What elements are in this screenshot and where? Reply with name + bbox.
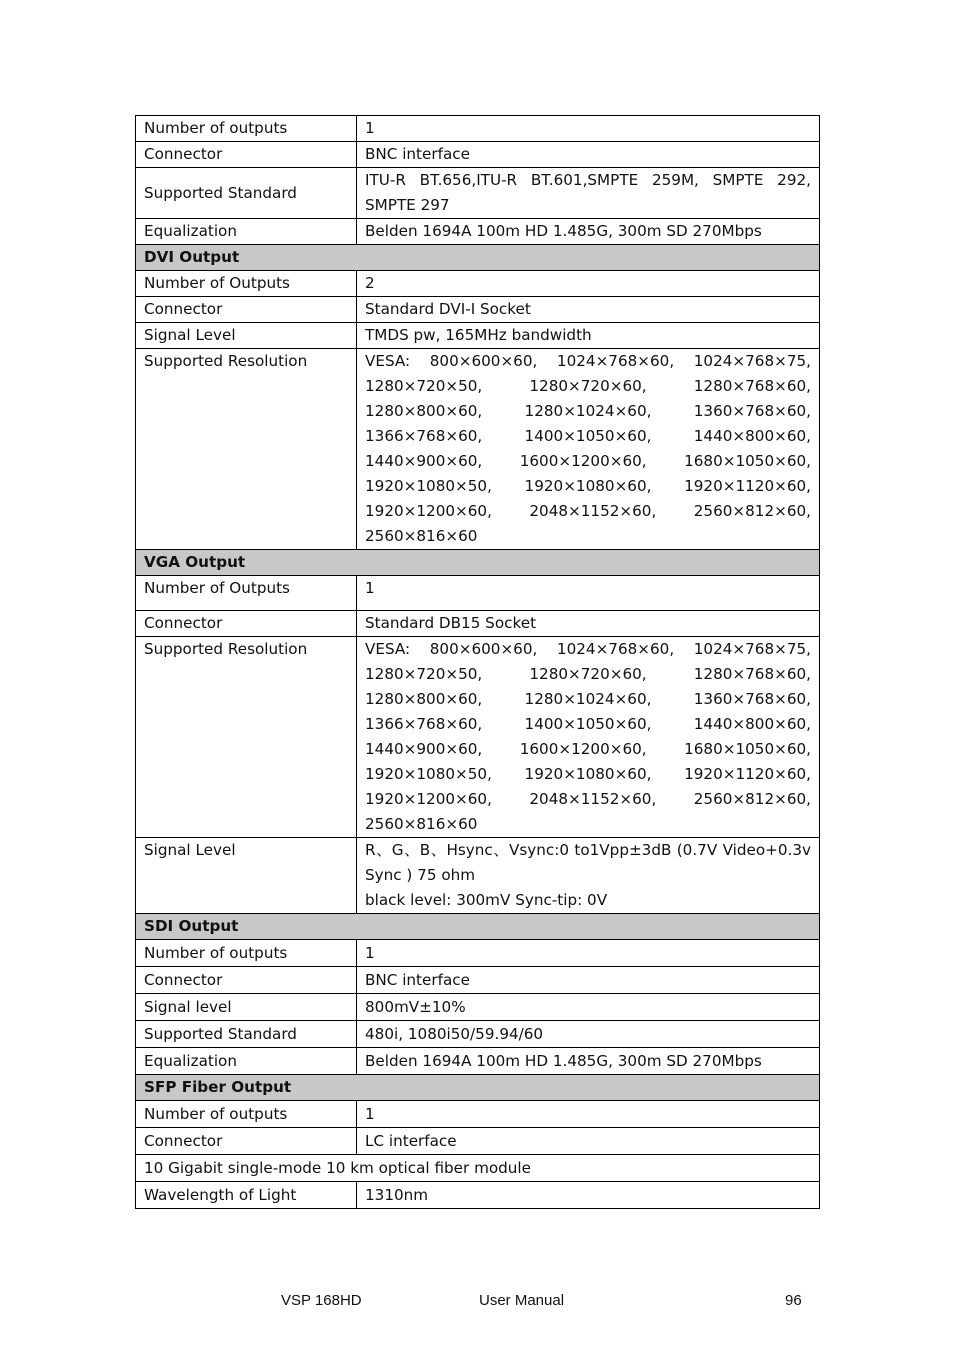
table-row xyxy=(136,637,820,838)
value-line: 1280×800×60, 1280×1024×60, 1360×768×60, xyxy=(365,402,811,420)
row-value: 1 xyxy=(357,576,820,611)
row-value: 1310nm xyxy=(357,1182,820,1209)
row-label: Supported Standard xyxy=(136,1021,357,1048)
table-row xyxy=(136,168,820,219)
row-value: TMDS pw, 165MHz bandwidth xyxy=(357,323,820,349)
row-value: BNC interface xyxy=(357,142,820,168)
value-line: 1920×1200×60, 2048×1152×60, 2560×812×60, xyxy=(365,790,811,808)
row-label: Connector xyxy=(136,142,357,168)
table-row xyxy=(136,142,820,168)
row-value: Standard DB15 Socket xyxy=(357,611,820,637)
row-value: 1 xyxy=(357,940,820,967)
value-line: R、G、B、Hsync、Vsync:0 to1Vpp±3dB (0.7V Video+0.3v xyxy=(365,841,811,859)
value-line: 1280×720×50, 1280×720×60, 1280×768×60, xyxy=(365,665,811,683)
section-header-sdi xyxy=(136,914,820,940)
value-line: black level: 300mV Sync-tip: 0V xyxy=(365,891,608,909)
row-value xyxy=(357,838,820,914)
value-line: 1366×768×60, 1400×1050×60, 1440×800×60, xyxy=(365,427,811,445)
row-label: Number of outputs xyxy=(136,116,357,142)
table-row xyxy=(136,1128,820,1155)
row-label: Signal Level xyxy=(136,323,357,349)
footer-product: VSP 168HD xyxy=(281,1292,362,1309)
row-value: Belden 1694A 100m HD 1.485G, 300m SD 270Mbps xyxy=(357,1048,820,1075)
table-row xyxy=(136,1182,820,1209)
row-label: Connector xyxy=(136,297,357,323)
row-value xyxy=(357,349,820,550)
value-line: ITU-R BT.656,ITU-R BT.601,SMPTE 259M, SMPTE 292, xyxy=(365,171,811,189)
row-label: Signal Level xyxy=(136,838,357,914)
value-line: SMPTE 297 xyxy=(365,196,450,214)
table-row xyxy=(136,1155,820,1182)
row-label: Number of Outputs xyxy=(136,271,357,297)
row-value: Belden 1694A 100m HD 1.485G, 300m SD 270Mbps xyxy=(357,219,820,245)
value-line: 1280×800×60, 1280×1024×60, 1360×768×60, xyxy=(365,690,811,708)
row-label: Equalization xyxy=(136,219,357,245)
table-row xyxy=(136,611,820,637)
row-label: Connector xyxy=(136,967,357,994)
value-line: Sync ) 75 ohm xyxy=(365,866,476,884)
row-value: 1 xyxy=(357,116,820,142)
row-value xyxy=(357,637,820,838)
value-line: 1920×1080×50, 1920×1080×60, 1920×1120×60, xyxy=(365,765,811,783)
row-label: Supported Resolution xyxy=(136,349,357,550)
value-line: 1366×768×60, 1400×1050×60, 1440×800×60, xyxy=(365,715,811,733)
value-line: VESA: 800×600×60, 1024×768×60, 1024×768×75, xyxy=(365,640,811,658)
value-line: 2560×816×60 xyxy=(365,527,478,545)
value-line: 1280×720×50, 1280×720×60, 1280×768×60, xyxy=(365,377,811,395)
section-title: SFP Fiber Output xyxy=(136,1075,820,1101)
row-label: Equalization xyxy=(136,1048,357,1075)
table-row xyxy=(136,940,820,967)
row-value: BNC interface xyxy=(357,967,820,994)
table-row xyxy=(136,1021,820,1048)
value-line: 1440×900×60, 1600×1200×60, 1680×1050×60, xyxy=(365,452,811,470)
footer-title: User Manual xyxy=(479,1292,565,1309)
row-value: 1 xyxy=(357,1101,820,1128)
row-value: 480i, 1080i50/59.94/60 xyxy=(357,1021,820,1048)
page-number: 96 xyxy=(785,1292,802,1309)
value-line: 1440×900×60, 1600×1200×60, 1680×1050×60, xyxy=(365,740,811,758)
section-header-sfp xyxy=(136,1075,820,1101)
table-row xyxy=(136,116,820,142)
row-value: 800mV±10% xyxy=(357,994,820,1021)
section-header-vga xyxy=(136,550,820,576)
table-row xyxy=(136,576,820,611)
row-label: Connector xyxy=(136,611,357,637)
section-header-dvi xyxy=(136,245,820,271)
section-title: SDI Output xyxy=(136,914,820,940)
table-row xyxy=(136,297,820,323)
value-line: 1920×1200×60, 2048×1152×60, 2560×812×60, xyxy=(365,502,811,520)
value-line: VESA: 800×600×60, 1024×768×60, 1024×768×75, xyxy=(365,352,811,370)
table-row xyxy=(136,1101,820,1128)
row-value: LC interface xyxy=(357,1128,820,1155)
row-label: Number of outputs xyxy=(136,1101,357,1128)
row-label: Connector xyxy=(136,1128,357,1155)
row-value xyxy=(357,168,820,219)
value-line: 1920×1080×50, 1920×1080×60, 1920×1120×60, xyxy=(365,477,811,495)
row-label: Number of Outputs xyxy=(136,576,357,611)
table-row xyxy=(136,219,820,245)
row-label: Supported Standard xyxy=(136,168,357,219)
table-row xyxy=(136,271,820,297)
value-line: 2560×816×60 xyxy=(365,815,478,833)
table-row xyxy=(136,323,820,349)
row-label: Wavelength of Light xyxy=(136,1182,357,1209)
table-row xyxy=(136,967,820,994)
table-row xyxy=(136,994,820,1021)
table-row xyxy=(136,349,820,550)
spec-table xyxy=(135,115,820,1209)
table-row xyxy=(136,838,820,914)
section-title: DVI Output xyxy=(136,245,820,271)
full-width-row: 10 Gigabit single-mode 10 km optical fiber module xyxy=(136,1155,820,1182)
row-label: Signal level xyxy=(136,994,357,1021)
row-value: 2 xyxy=(357,271,820,297)
row-label: Number of outputs xyxy=(136,940,357,967)
section-title: VGA Output xyxy=(136,550,820,576)
row-value: Standard DVI-I Socket xyxy=(357,297,820,323)
row-label: Supported Resolution xyxy=(136,637,357,838)
table-row xyxy=(136,1048,820,1075)
